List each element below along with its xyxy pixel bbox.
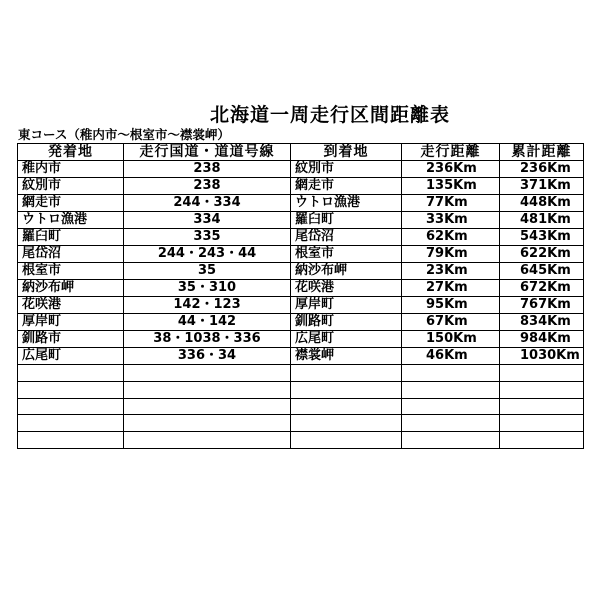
route-subtitle: 東コース（稚内市～根室市～襟裳岬） xyxy=(18,127,230,142)
cell-cumulative: 371Km xyxy=(500,178,584,195)
cell-route: 35・310 xyxy=(124,280,291,297)
table-row xyxy=(18,280,584,297)
empty-cell xyxy=(500,432,584,449)
cell-arrival: 納沙布岬 xyxy=(291,263,402,280)
table-row xyxy=(18,178,584,195)
table-row xyxy=(18,246,584,263)
cell-departure: 網走市 xyxy=(18,195,124,212)
cell-departure: 紋別市 xyxy=(18,178,124,195)
distance-table xyxy=(17,143,584,449)
header-departure: 発着地 xyxy=(18,144,124,161)
cell-distance: 150Km xyxy=(402,331,500,348)
empty-cell xyxy=(18,381,124,398)
table-row xyxy=(18,348,584,365)
empty-cell xyxy=(291,381,402,398)
empty-cell xyxy=(291,415,402,432)
cell-distance: 33Km xyxy=(402,212,500,229)
cell-distance: 62Km xyxy=(402,229,500,246)
cell-route: 142・123 xyxy=(124,297,291,314)
cell-route: 244・243・44 xyxy=(124,246,291,263)
cell-distance: 27Km xyxy=(402,280,500,297)
empty-cell xyxy=(124,398,291,415)
cell-departure: 釧路市 xyxy=(18,331,124,348)
cell-cumulative: 622Km xyxy=(500,246,584,263)
cell-cumulative: 984Km xyxy=(500,331,584,348)
empty-table-row xyxy=(18,365,584,382)
table-row xyxy=(18,297,584,314)
cell-route: 238 xyxy=(124,178,291,195)
cell-route: 335 xyxy=(124,229,291,246)
empty-cell xyxy=(500,415,584,432)
table-row xyxy=(18,229,584,246)
cell-route: 336・34 xyxy=(124,348,291,365)
empty-cell xyxy=(124,365,291,382)
table-row xyxy=(18,314,584,331)
cell-departure: 厚岸町 xyxy=(18,314,124,331)
cell-cumulative: 834Km xyxy=(500,314,584,331)
empty-cell xyxy=(18,432,124,449)
empty-cell xyxy=(402,365,500,382)
empty-cell xyxy=(500,381,584,398)
empty-cell xyxy=(291,398,402,415)
empty-cell xyxy=(291,432,402,449)
cell-arrival: 襟裳岬 xyxy=(291,348,402,365)
empty-cell xyxy=(18,398,124,415)
document-title: 北海道一周走行区間距離表 xyxy=(209,104,450,126)
cell-route: 35 xyxy=(124,263,291,280)
cell-arrival: 紋別市 xyxy=(291,161,402,178)
empty-cell xyxy=(402,415,500,432)
cell-departure: 尾岱沼 xyxy=(18,246,124,263)
table-row xyxy=(18,195,584,212)
cell-departure: 稚内市 xyxy=(18,161,124,178)
cell-departure: 根室市 xyxy=(18,263,124,280)
empty-cell xyxy=(124,415,291,432)
empty-table-row xyxy=(18,432,584,449)
cell-distance: 79Km xyxy=(402,246,500,263)
cell-arrival: 網走市 xyxy=(291,178,402,195)
cell-distance: 77Km xyxy=(402,195,500,212)
header-cumulative: 累計距離 xyxy=(500,144,584,161)
empty-cell xyxy=(402,381,500,398)
cell-arrival: 釧路町 xyxy=(291,314,402,331)
cell-departure: 羅臼町 xyxy=(18,229,124,246)
cell-cumulative: 645Km xyxy=(500,263,584,280)
table-row xyxy=(18,331,584,348)
cell-route: 244・334 xyxy=(124,195,291,212)
cell-arrival: ウトロ漁港 xyxy=(291,195,402,212)
cell-cumulative: 672Km xyxy=(500,280,584,297)
empty-cell xyxy=(402,432,500,449)
empty-cell xyxy=(291,365,402,382)
cell-route: 334 xyxy=(124,212,291,229)
cell-cumulative: 481Km xyxy=(500,212,584,229)
cell-distance: 23Km xyxy=(402,263,500,280)
cell-route: 44・142 xyxy=(124,314,291,331)
cell-arrival: 尾岱沼 xyxy=(291,229,402,246)
table-header-row xyxy=(18,144,584,161)
cell-departure: 広尾町 xyxy=(18,348,124,365)
empty-cell xyxy=(124,381,291,398)
cell-arrival: 広尾町 xyxy=(291,331,402,348)
empty-cell xyxy=(500,398,584,415)
empty-cell xyxy=(402,398,500,415)
table-row xyxy=(18,212,584,229)
cell-distance: 135Km xyxy=(402,178,500,195)
empty-table-row xyxy=(18,398,584,415)
header-route: 走行国道・道道号線 xyxy=(124,144,291,161)
cell-departure: 花咲港 xyxy=(18,297,124,314)
table-body xyxy=(18,161,584,449)
empty-cell xyxy=(18,365,124,382)
cell-arrival: 羅臼町 xyxy=(291,212,402,229)
cell-arrival: 根室市 xyxy=(291,246,402,263)
cell-cumulative: 448Km xyxy=(500,195,584,212)
empty-cell xyxy=(500,365,584,382)
cell-departure: 納沙布岬 xyxy=(18,280,124,297)
empty-cell xyxy=(124,432,291,449)
cell-distance: 236Km xyxy=(402,161,500,178)
cell-cumulative: 1030Km xyxy=(500,348,584,365)
empty-cell xyxy=(18,415,124,432)
header-distance: 走行距離 xyxy=(402,144,500,161)
cell-route: 238 xyxy=(124,161,291,178)
table-row xyxy=(18,161,584,178)
cell-departure: ウトロ漁港 xyxy=(18,212,124,229)
cell-distance: 46Km xyxy=(402,348,500,365)
cell-arrival: 花咲港 xyxy=(291,280,402,297)
cell-arrival: 厚岸町 xyxy=(291,297,402,314)
cell-distance: 67Km xyxy=(402,314,500,331)
header-arrival: 到着地 xyxy=(291,144,402,161)
table-row xyxy=(18,263,584,280)
empty-table-row xyxy=(18,381,584,398)
cell-distance: 95Km xyxy=(402,297,500,314)
empty-table-row xyxy=(18,415,584,432)
cell-cumulative: 543Km xyxy=(500,229,584,246)
cell-cumulative: 767Km xyxy=(500,297,584,314)
cell-route: 38・1038・336 xyxy=(124,331,291,348)
cell-cumulative: 236Km xyxy=(500,161,584,178)
